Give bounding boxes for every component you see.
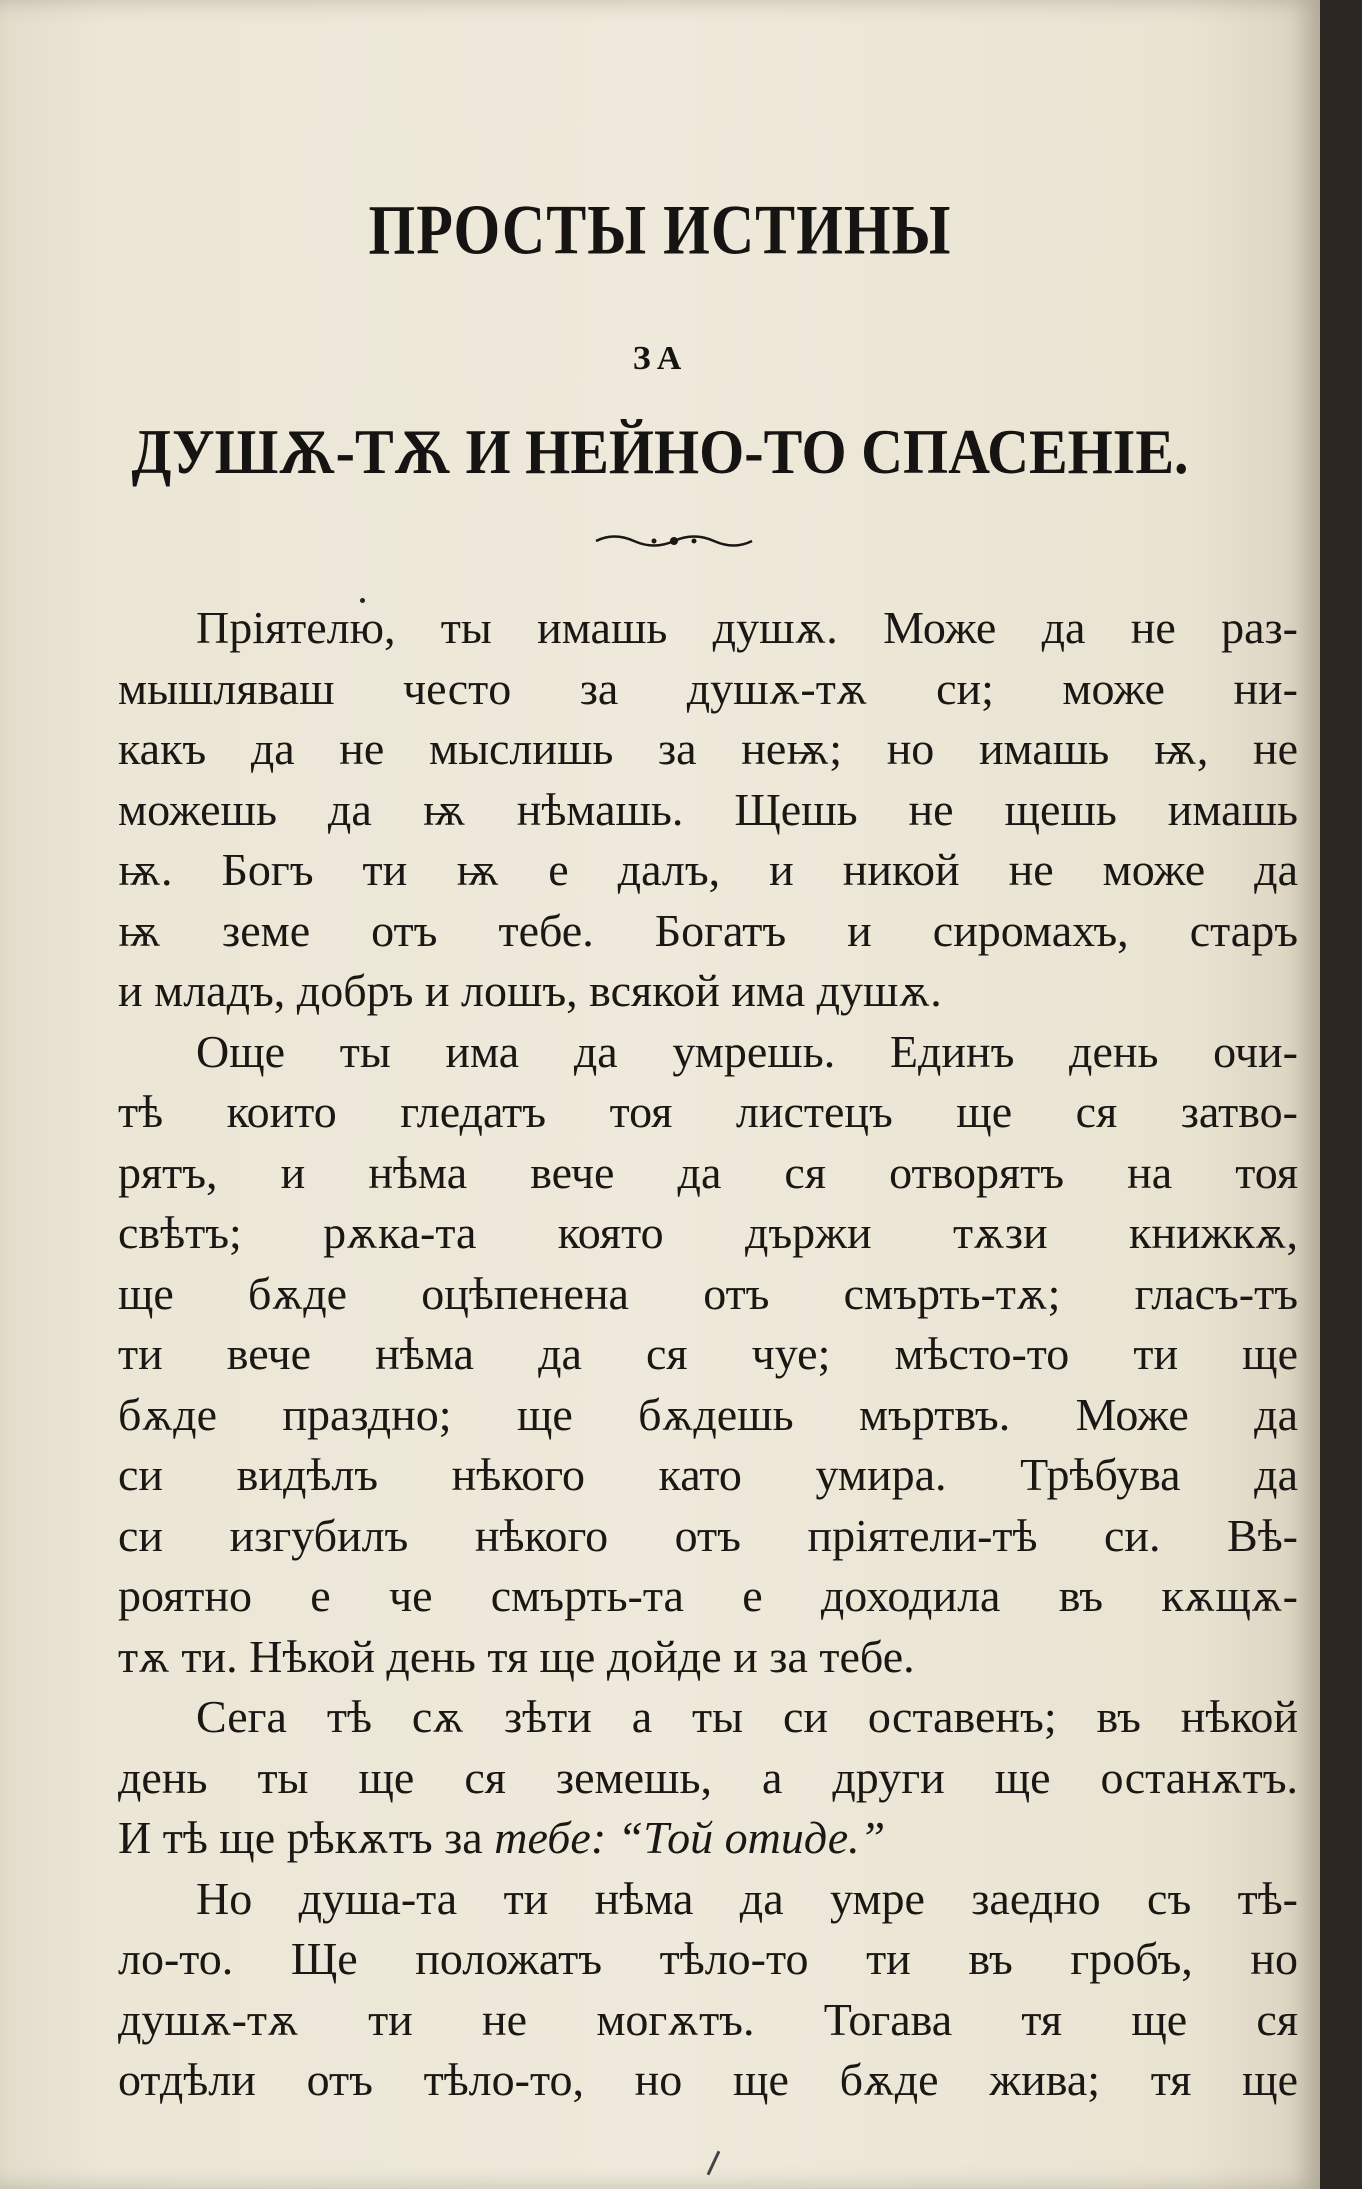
text-line-content: можешь да ѭ нѣмашь. Щешь не щешь имашь [118,783,1298,835]
text-line-content: и младъ, добръ и лошъ, всякой има душѫ. [118,965,942,1016]
text-line [118,1082,1298,1143]
text-line-content: мышляваш честo за душѫ-тѫ си; може ни- [118,662,1298,714]
text-line-content: ще бѫде оцѣпенена отъ смърть-тѫ; гласъ-тъ [118,1267,1298,1319]
text-line [118,1627,1298,1688]
text-line [118,1869,1298,1930]
text-line [118,1687,1298,1748]
text-line [118,2050,1298,2111]
text-line-content: роятно е че смърть-та е доходила въ кѫщѫ- [118,1570,1298,1621]
text-line [118,659,1298,720]
ornament-rule-icon [594,530,754,552]
text-line-content: отдѣли отъ тѣло-то, но ще бѫде жива; тя ще [118,2054,1298,2105]
text-line-content: тѫ ти. Нѣкой день тя ще дойде и за тебе. [118,1630,915,1682]
text-line [118,901,1298,962]
text-line [118,1808,1298,1869]
text-line-content: си видѣлъ нѣкого като умира. Трѣбува да [118,1449,1298,1500]
text-line [118,780,1298,841]
text-line-content: ло-то. Ще положатъ тѣло-то ти въ гробъ, но [118,1933,1298,1984]
text-line-content: Пріятелю, ты имашь душѫ. Може да не раз- [196,602,1298,653]
text-line [118,1445,1298,1506]
text-line [118,719,1298,780]
italic-quote: тебе: “Той отиде.” [494,1812,886,1863]
body-text [118,598,1298,2111]
text-line [118,1022,1298,1083]
text-line [118,1203,1298,1264]
text-line-content: ѭ земе отъ тебе. Богатъ и сиромахъ, старъ [118,904,1298,956]
text-line-content: тѣ които гледатъ тоя листецъ ще ся затво- [118,1086,1298,1137]
page-subtitle: ДУШѪ-ТѪ И НЕЙНО-ТО СПАСЕНІЕ. [131,415,1189,488]
text-line [118,840,1298,901]
text-line [118,1324,1298,1385]
pencil-mark [707,2151,721,2176]
text-line-content: душѫ-тѫ ти не могѫтъ. Тогава тя ще ся [118,1993,1298,2045]
text-line-content: Още ты има да умрешь. Единъ день очи- [196,1025,1298,1077]
title-connector: ЗА [632,340,688,377]
text-line-content: рятъ, и нѣма вече да ся отворятъ на тоя [118,1146,1298,1198]
text-line [118,1990,1298,2051]
text-line-content: Но душа-та ти нѣма да умре заедно съ тѣ- [196,1872,1298,1924]
text-line [118,1143,1298,1204]
text-line-content: Сега тѣ сѫ зѣти а ты си оставенъ; въ нѣкой [196,1691,1298,1742]
page-title: ПРОСТЫ ИСТИНЫ [368,190,952,269]
text-line-content: И тѣ ще рѣкѫтъ за [118,1812,495,1863]
text-line-content: какъ да не мыслишь за неѭ; но имашь ѭ, не [118,723,1298,774]
text-line [118,1506,1298,1567]
text-line [118,1264,1298,1325]
text-line-content: день ты ще ся земешь, а други ще останѫтъ. [118,1751,1298,1803]
text-line [118,598,1298,659]
text-line [118,1929,1298,1990]
text-line [118,961,1298,1022]
text-line-content: си изгубилъ нѣкого отъ пріятели-тѣ си. Вѣ- [118,1509,1298,1561]
text-line [118,1566,1298,1627]
text-line [118,1748,1298,1809]
text-line-content: бѫде праздно; ще бѫдешь мъртвъ. Може да [118,1388,1298,1440]
text-line-content: ѭ. Богъ ти ѭ е далъ, и никой не може да [118,844,1298,895]
text-line-content: свѣтъ; рѫка-та която държи тѫзи книжкѫ, [118,1207,1298,1258]
text-line-content: ти вече нѣма да ся чуе; мѣсто-то ти ще [118,1328,1298,1379]
text-line [118,1385,1298,1446]
